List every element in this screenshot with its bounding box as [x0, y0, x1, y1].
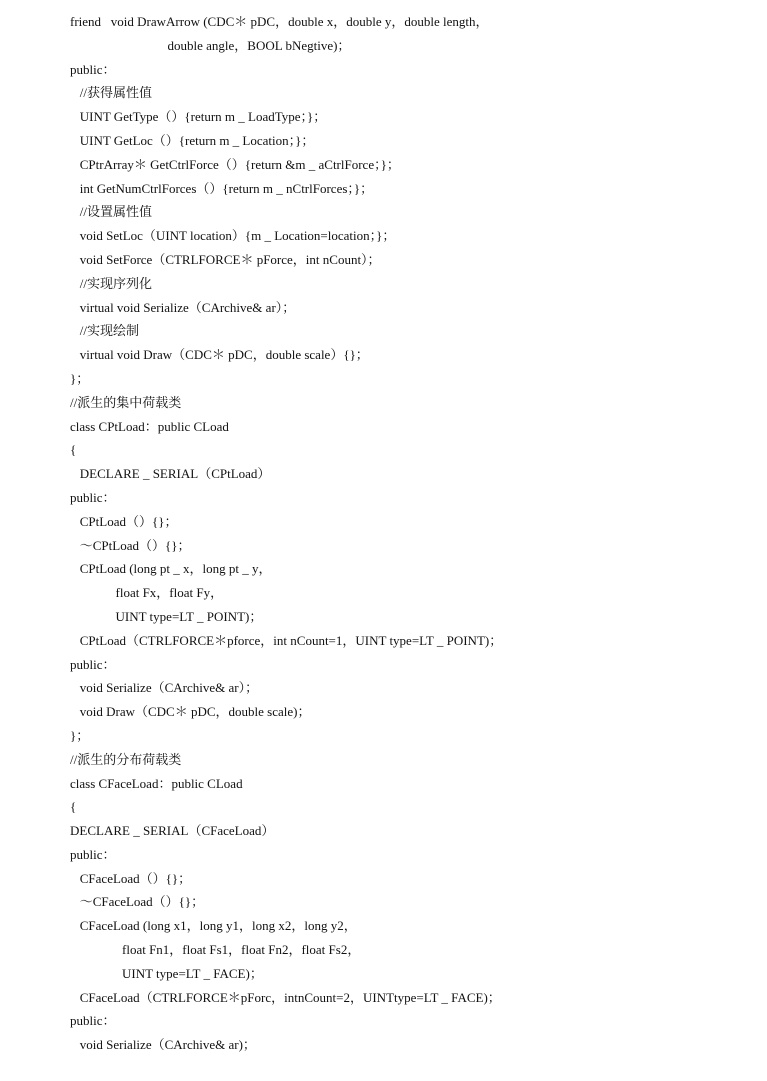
code-line: }；	[70, 370, 90, 386]
code-line: friend void DrawArrow (CDC＊ pDC，double x，double y，double length，	[70, 14, 489, 29]
code-line: CPtrArray＊ GetCtrlForce（）{return &m _ aCtrlForce；}；	[70, 156, 400, 172]
code-line: //实现序列化	[70, 275, 152, 291]
code-line: DECLARE _ SERIAL（CFaceLoad）	[70, 823, 275, 839]
code-line: {	[70, 799, 77, 815]
code-line: float Fx，float Fy，	[70, 585, 224, 601]
code-line: CPtLoad (long pt _ x，long pt _ y，	[70, 561, 272, 577]
code-line: //设置属性值	[70, 204, 152, 220]
code-line: UINT GetLoc（）{return m _ Location；}；	[70, 132, 315, 148]
code-line: virtual void Draw（CDC＊ pDC，double scale）{}；	[70, 347, 369, 363]
code-line: UINT GetType（）{return m _ LoadType；}；	[70, 109, 327, 125]
code-line: DECLARE _ SERIAL（CPtLoad）	[70, 466, 271, 482]
code-line: //实现绘制	[70, 323, 139, 339]
code-line: public：	[70, 1013, 116, 1029]
code-line: ～CPtLoad（）{}；	[70, 537, 191, 553]
code-line: CFaceLoad（CTRLFORCE＊pForc，intnCount=2，UINTtype=LT _ FACE)；	[70, 989, 501, 1005]
code-line: ～CFaceLoad（）{}；	[70, 894, 205, 910]
code-line: //派生的集中荷载类	[70, 394, 182, 410]
code-line: UINT type=LT _ FACE)；	[70, 965, 263, 981]
code-line: class CFaceLoad：public CLoad	[70, 775, 243, 791]
code-line: class CPtLoad：public CLoad	[70, 418, 229, 434]
code-line: public：	[70, 61, 116, 77]
code-line: double angle，BOOL bNegtive)；	[70, 37, 351, 53]
code-line: CPtLoad（）{}；	[70, 513, 178, 529]
code-line: UINT type=LT _ POINT)；	[70, 608, 263, 624]
code-line: void Draw（CDC＊ pDC，double scale)；	[70, 704, 311, 720]
code-line: CPtLoad（CTRLFORCE＊pforce，int nCount=1，UINT type=LT _ POINT)；	[70, 632, 503, 648]
code-line: public：	[70, 846, 116, 862]
code-line: CFaceLoad (long x1，long y1，long x2，long y2，	[70, 918, 357, 934]
code-line: //派生的分布荷载类	[70, 751, 182, 767]
code-line: float Fn1，float Fs1，float Fn2，float Fs2，	[70, 942, 361, 958]
code-line: void SetLoc（UINT location）{m _ Location=location；}；	[70, 228, 396, 244]
code-line: }；	[70, 727, 90, 743]
code-line: public：	[70, 489, 116, 505]
code-line: int GetNumCtrlForces（）{return m _ nCtrlForces；}；	[70, 180, 374, 196]
code-line: CFaceLoad（）{}；	[70, 870, 192, 886]
code-line: {	[70, 442, 77, 458]
code-line: void SetForce（CTRLFORCE＊ pForce，int nCount）；	[70, 251, 381, 267]
code-line: void Serialize（CArchive& ar)；	[70, 1037, 256, 1053]
code-listing	[70, 10, 502, 1057]
code-line: void Serialize（CArchive& ar）；	[70, 680, 259, 696]
code-line: public：	[70, 656, 116, 672]
code-line: //获得属性值	[70, 85, 152, 101]
code-line: virtual void Serialize（CArchive& ar）；	[70, 299, 296, 315]
